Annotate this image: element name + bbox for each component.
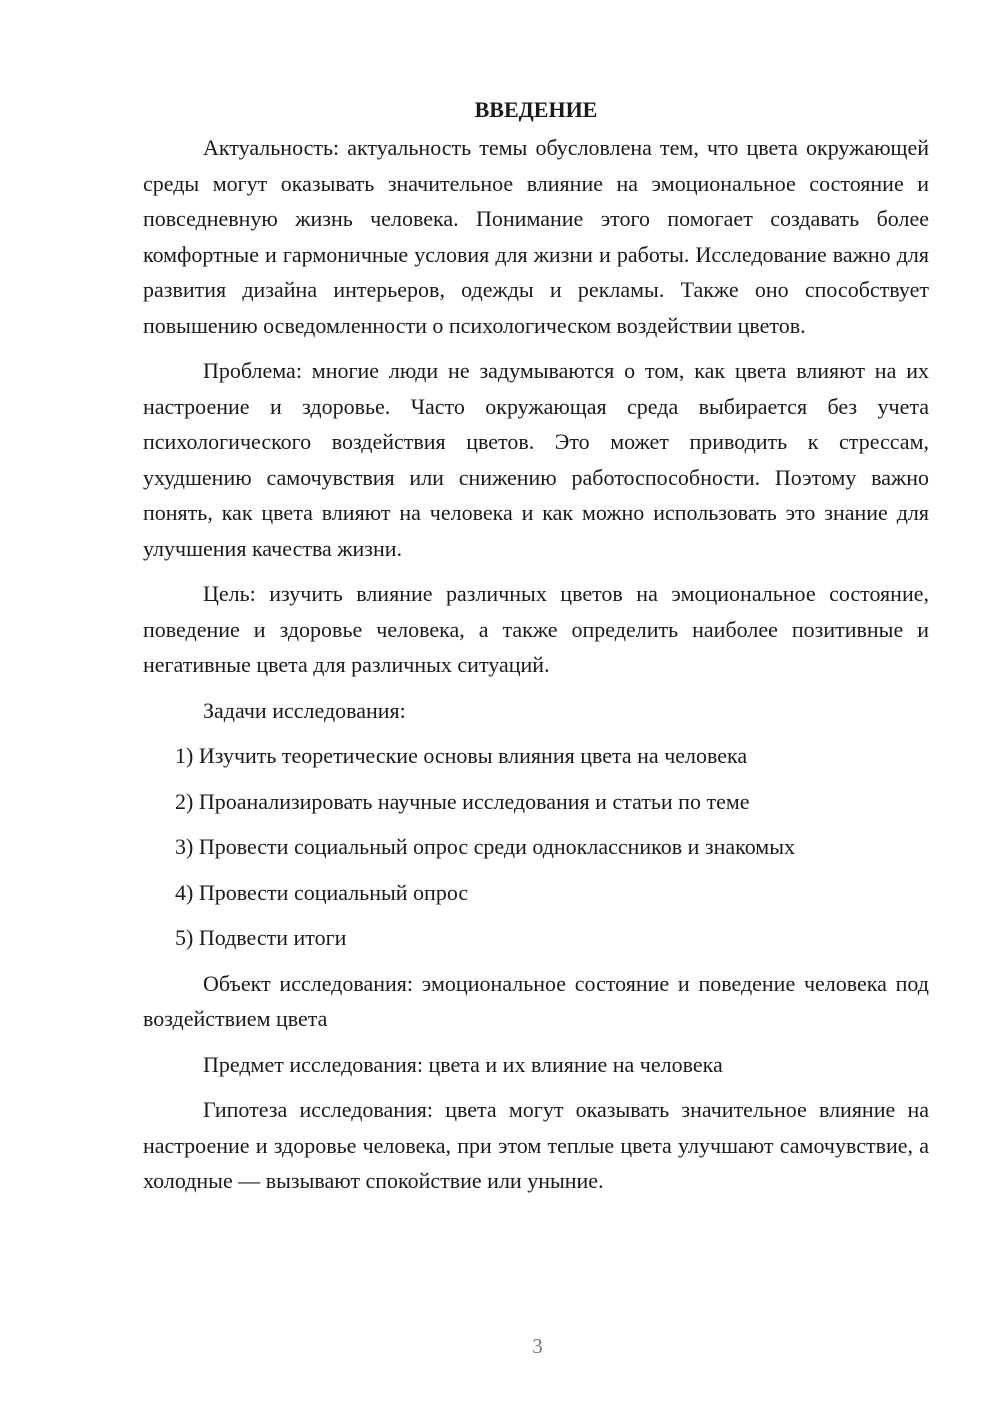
problem-paragraph: Проблема: многие люди не задумываются о том, как цвета влияют на их настроение и здоровье. Часто окружающая среда выбирается без учета психологического воздействия цветов. Это может приводить к стрессам, ухудшению самочувствия или снижению работоспособности. Поэтому важно понять, как цвета влияют на человека и как можно использовать это знание для улучшения качества жизни. <box>143 358 929 561</box>
task-item: 2) Проанализировать научные исследования и статьи по теме <box>175 788 750 814</box>
goal-paragraph: Цель: изучить влияние различных цветов на эмоциональное состояние, поведение и здоровье человека, а также определить наиболее позитивные и негативные цвета для различных ситуаций. <box>143 581 929 677</box>
tasks-title: Задачи исследования: <box>203 697 406 723</box>
document-body <box>143 92 929 1209</box>
page-number: 3 <box>532 1334 543 1358</box>
task-item: 5) Подвести итоги <box>175 925 347 950</box>
subject-paragraph: Предмет исследования: цвета и их влияние на человека <box>203 1051 723 1077</box>
relevance-paragraph: Актуальность: актуальность темы обусловлена тем, что цвета окружающей среды могут оказывать значительное влияние на эмоциональное состояние и повседневную жизнь человека. Понимание этого помогает создавать более комфортные и гармоничные условия для жизни и работы. Исследование важно для развития дизайна интерьеров, одежды и рекламы. Также оно способствует повышению осведомленности о психологическом воздействии цветов. <box>143 135 929 338</box>
task-item: 3) Провести социальный опрос среди одноклассников и знакомых <box>175 834 795 859</box>
section-heading: ВВЕДЕНИЕ <box>474 97 598 122</box>
tasks-list <box>143 738 929 956</box>
hypothesis-paragraph: Гипотеза исследования: цвета могут оказывать значительное влияние на настроение и здоровье человека, при этом теплые цвета улучшают самочувствие, а холодные — вызывают спокойствие или уныние. <box>143 1097 929 1193</box>
task-item: 4) Провести социальный опрос <box>175 879 469 905</box>
object-paragraph: Объект исследования: эмоциональное состояние и поведение человека под воздействием цвета <box>143 970 929 1031</box>
task-item: 1) Изучить теоретические основы влияния цвета на человека <box>175 743 748 768</box>
